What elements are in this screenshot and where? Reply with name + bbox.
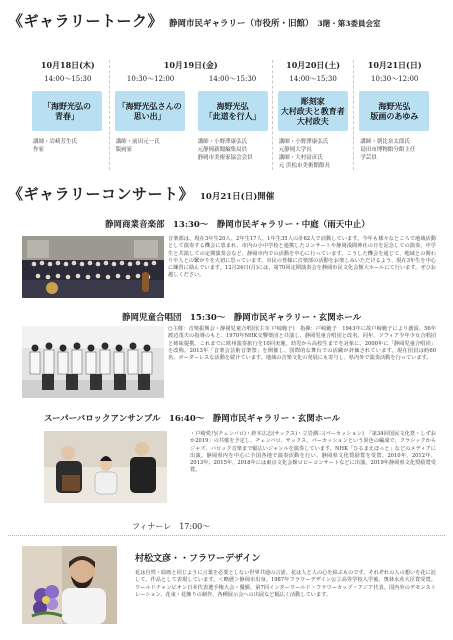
talk-speaker-line: 講師・前田元一氏 bbox=[115, 139, 160, 145]
talk-speaker-line: 講師・小野澤康弘氏 bbox=[197, 139, 248, 145]
band-photo bbox=[22, 236, 164, 298]
talk-topic-line: 青春」 bbox=[55, 111, 79, 121]
choir-photo bbox=[22, 326, 164, 398]
concert-item-title: スーパーバロックアンサンブル 16:40〜 静岡市民ギャラリー・玄関ホール bbox=[44, 414, 341, 424]
talk-session bbox=[109, 60, 272, 170]
talk-speaker-line: 学芸員 bbox=[360, 155, 377, 161]
talk-speaker-line: 元静岡大学長 bbox=[278, 147, 312, 153]
talk-topic-line: 「海野光弘の bbox=[43, 101, 91, 111]
talk-time: 14:00〜15:30 bbox=[289, 75, 337, 83]
talk-speaker bbox=[33, 138, 77, 154]
talk-speaker-line: 講師・小野澤康弘氏 bbox=[278, 139, 329, 145]
talk-time: 10:30〜12:00 bbox=[371, 75, 419, 83]
talk-date: 10月20日(土) bbox=[286, 60, 341, 70]
talk-venue: 静岡市民ギャラリー（市役所・旧館） bbox=[169, 19, 314, 29]
talk-topic-line: 大村政夫と教育者 bbox=[280, 106, 345, 116]
talk-topic-box bbox=[278, 91, 348, 131]
talk-topic-box bbox=[115, 91, 185, 131]
talk-time: 10:30〜12:00 bbox=[126, 75, 175, 83]
talk-time: 14:00〜15:30 bbox=[208, 75, 257, 83]
talk-date: 10月21日(日) bbox=[367, 60, 422, 70]
talk-speaker-line: 元静岡新聞編集局員 bbox=[197, 147, 248, 153]
flower-desc: 花は自然・絵画と同じように言葉を必要としない世界共通の言語。花は人と人の心を結ぶものです。それぞれの人の想いを花に託して、作品として表現しています。＜略歴＞静岡市出身。1987年フラワーデザイン公立高等学校入学後、奥林水産大臣賞受賞。ワールドチャンピオン日本代表選手権大会・優勝。第7回インターワールド・フラワーカップ・アジア代表。国内外のデモンストレーション、花束・花飾りの制作、各種展示会への出展など幅広く活動しています。 bbox=[135, 570, 436, 598]
talk-session bbox=[27, 60, 109, 170]
talk-topic-line: 「此道を行人」 bbox=[204, 111, 261, 121]
talk-topic-line: 版画のあゆみ bbox=[370, 111, 419, 121]
concert-item-desc: 音楽部は、現在3年生20人、2年生17人、1年生35人の計62人で活動しています。今年も様々なところで地域活動として演奏する機会に恵まれ、市内の小中学校と連携したコンサートや静岡浅間神社の日を記念しての演奏、中学生と共演しての定期演奏会など、静岡市内での活動を中心に行っています。こうした機会を通じて、地域との関わりや人との繋がりを大切に思っています。市民の皆様に音楽部の活動をお楽しみいただけるよう、現在3年生を中心に練習に励んでいます。12月24日(月)には、第70回定期演奏会を静岡市民文化会館大ホールにて行います。ぜひお越しください。 bbox=[168, 236, 436, 279]
talk-speaker-line: 版画家 bbox=[115, 147, 133, 153]
concert-item-title: 静岡商業音楽部 13:30〜 静岡市民ギャラリー・中庭（雨天中止） bbox=[105, 220, 370, 230]
talk-room: 3階・第3委員会室 bbox=[317, 19, 381, 28]
talk-speaker bbox=[360, 138, 415, 162]
talk-topic-line: 海野光弘 bbox=[378, 101, 411, 111]
talk-speaker-line: 元 浜松市美術館館長 bbox=[278, 163, 331, 169]
talk-speaker-line: 講師・岩崎芳生氏 bbox=[33, 139, 78, 145]
talk-speaker bbox=[116, 138, 160, 154]
concert-header bbox=[8, 183, 274, 204]
talk-topic-line: 大村政夫 bbox=[296, 116, 329, 126]
talk-time: 14:00〜15:30 bbox=[44, 75, 92, 83]
talk-topic-box bbox=[359, 91, 429, 131]
talk-speaker-line: 講師・大村富彦氏 bbox=[278, 155, 323, 161]
talk-speaker-line: 講師・朝比奈太郎氏 bbox=[360, 139, 410, 145]
concert-title: 《ギャラリーコンサート》 bbox=[8, 185, 195, 203]
talk-date: 10月18日(木) bbox=[40, 60, 95, 70]
talk-topic-line: 思い出」 bbox=[133, 111, 166, 121]
talk-speaker bbox=[279, 138, 330, 170]
talk-speaker-line: 作家 bbox=[33, 147, 45, 153]
designer-photo bbox=[22, 546, 117, 624]
talk-session bbox=[353, 60, 435, 170]
concert-item-desc: ・戸崎愛乃(チェンバロ)・鈴木広志(サックス)・立岩潤三(パーカッション) 「第34回国民文化祭・しずおか2019」の共催を予定し、チェンバロ、サックス、パーカッションという異色の編成で、クラシックからジャズ、バロック音楽まで幅広いジャンルを演奏しています。NHK「ひるまえほっと」などのメディアに出演。静岡県内を中心に全国各地で演奏活動を行い、静岡県文化奨励賞を受賞。2010年、2012年、2013年、2015年、2018年には東京文化会館ロビーコンサートなどに出演。2019年静岡県文化奨励賞受賞。 bbox=[190, 431, 436, 474]
talk-speaker-line: 静岡市美術家協会会員 bbox=[197, 155, 253, 161]
talk-topic-line: 海野光弘 bbox=[216, 101, 249, 111]
talk-topic-line: 彫刻家 bbox=[300, 96, 325, 106]
talk-topic-box bbox=[198, 91, 268, 131]
talk-header bbox=[8, 10, 380, 31]
talk-speaker bbox=[198, 138, 253, 162]
talk-speaker-line: 島田市博物館分館主任 bbox=[360, 147, 416, 153]
finale: フィナーレ 17:00〜 bbox=[132, 522, 211, 531]
flower-title: 村松文彦・・フラワーデザイン bbox=[135, 554, 261, 564]
talk-title: 《ギャラリートーク》 bbox=[8, 12, 164, 30]
concert-item-title: 静岡児童合唱団 15:30〜 静岡市民ギャラリー・玄関ホール bbox=[122, 313, 362, 323]
section-divider bbox=[8, 535, 445, 536]
talk-schedule bbox=[27, 60, 435, 170]
concert-date: 10月21日(日)開催 bbox=[200, 192, 275, 202]
ensemble-photo bbox=[44, 431, 167, 503]
talk-session bbox=[272, 60, 354, 170]
talk-date: 10月19日(金) bbox=[163, 60, 218, 70]
talk-topic-box bbox=[32, 91, 102, 131]
talk-topic-line: 「海野光弘さんの bbox=[117, 101, 182, 111]
concert-item-desc: ○主催：音楽振興会・静岡児童合唱団(主宰 戸崎範子) 指揮：戸崎範子 1943年に故戸崎範子により創設。56年渡辺茂夫の指導のもと、1970年NHK交響楽団と共演し、静岡児童合唱団と改名。同年、ソフィア少年少女合唱団と姉妹提携。これまでに欧州演奏旅行を10回実施。幼児から高校生までを対象に、2000年に「静岡児童合唱団」を改称。2013年「音楽会芸術音楽祭」を開催し、国際的な舞台での活躍が評価されています。現在団員は約60名、ボーダーレスな活動を続けています。地域の音楽文化の発展にも寄与し、県内外で演奏活動を行っています。 bbox=[168, 326, 436, 362]
